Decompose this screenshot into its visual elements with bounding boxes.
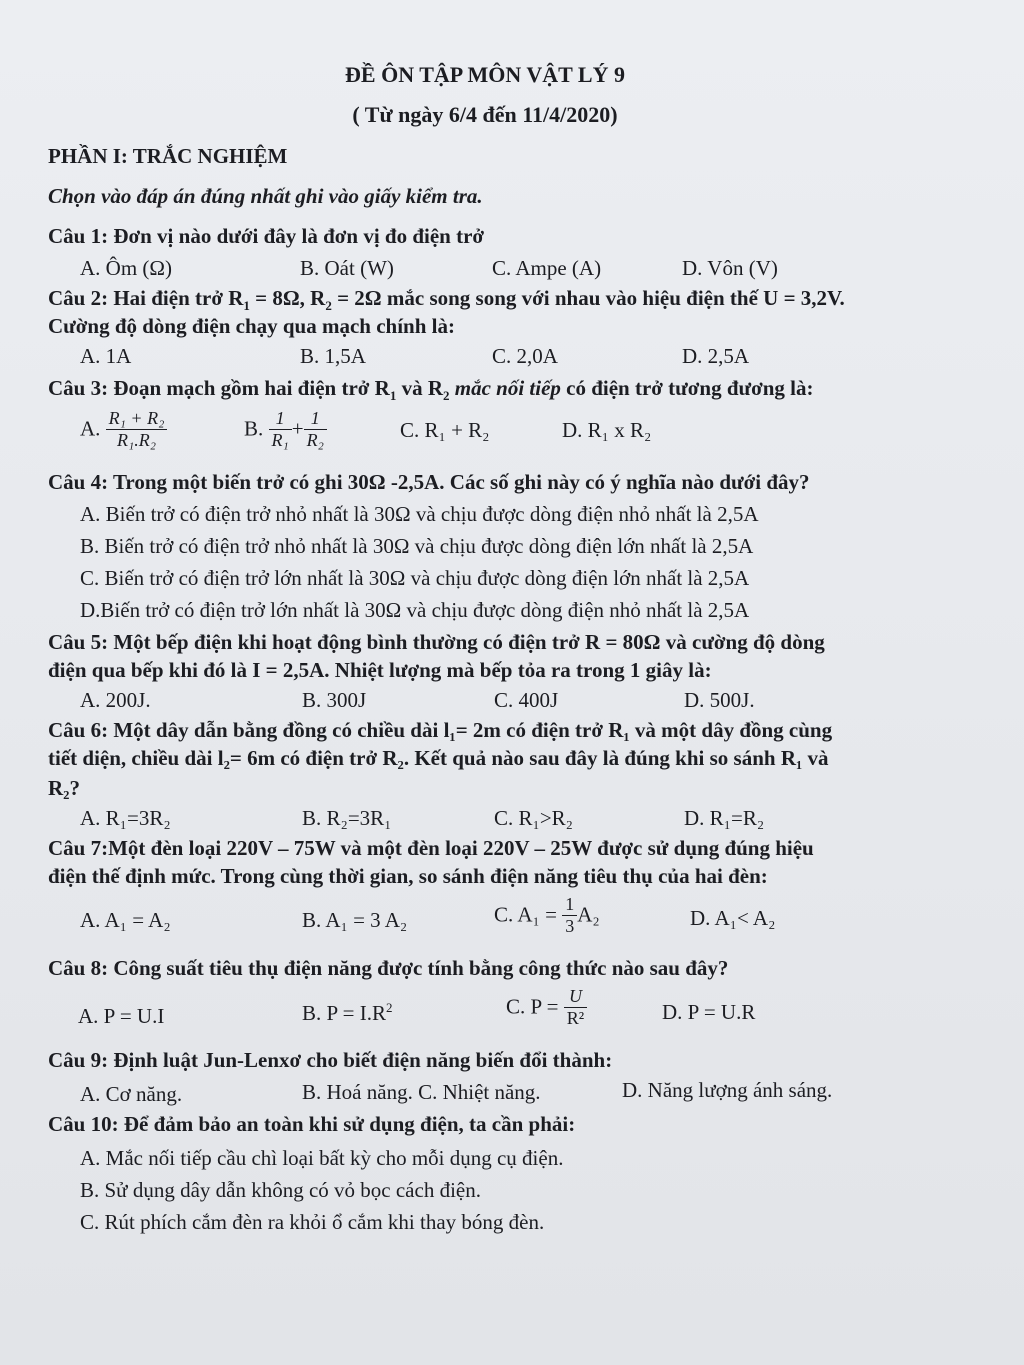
q2-option-d: D. 2,5A: [682, 344, 750, 368]
q7-c-suffix: A₂: [577, 902, 600, 927]
q8-option-d: D. P = U.R: [662, 1000, 756, 1024]
q3-a-fraction: [106, 408, 168, 450]
q10-option-b: B. Sử dụng dây dẫn không có vỏ bọc cách điện.: [80, 1178, 481, 1202]
q4-option-d: D.Biến trở có điện trở lớn nhất là 30Ω và chịu được dòng điện nhỏ nhất là 2,5A: [80, 598, 750, 622]
q7-option-a: A. A₁ = A₂: [80, 908, 171, 932]
question-2: [48, 286, 845, 314]
q7-option-b: B. A₁ = 3 A₂: [302, 908, 408, 932]
q7-c-fraction: [562, 894, 577, 936]
q3-sub-2: 2: [442, 388, 450, 404]
q3-text-pre: Câu 3: Đoạn mạch gồm hai điện trở R: [48, 376, 390, 400]
question-10: Câu 10: Để đảm bảo an toàn khi sử dụng điện, ta cần phải:: [48, 1112, 576, 1136]
q4-option-c: C. Biến trở có điện trở lớn nhất là 30Ω và chịu được dòng điện lớn nhất là 2,5A: [80, 566, 750, 590]
q5-option-d: D. 500J.: [684, 688, 755, 712]
q4-option-a: A. Biến trở có điện trở nhỏ nhất là 30Ω và chịu được dòng điện nhỏ nhất là 2,5A: [80, 502, 759, 526]
question-4: Câu 4: Trong một biến trở có ghi 30Ω -2,5A. Các số ghi này có ý nghĩa nào dưới đây?: [48, 470, 810, 494]
question-9: Câu 9: Định luật Jun-Lenxơ cho biết điện năng biến đổi thành:: [48, 1048, 613, 1072]
q3-sub-1: 1: [389, 388, 397, 404]
q8-b-superscript: 2: [386, 1000, 393, 1015]
q2-sub-2: 2: [325, 298, 332, 314]
q3-b-fraction-1: [269, 408, 292, 450]
instruction: Chọn vào đáp án đúng nhất ghi vào giấy kiểm tra.: [48, 184, 483, 208]
question-6-line-1: Câu 6: Một dây dẫn bằng đồng có chiều dài l₁= 2m có điện trở R₁ và một dây đồng cùng: [48, 718, 833, 742]
q2-option-a: A. 1A: [80, 344, 132, 368]
q8-option-c: [506, 986, 587, 1028]
question-6-line-3: R₂?: [48, 776, 80, 800]
question-6-line-2: tiết diện, chiều dài l₂= 6m có điện trở R₂. Kết quả nào sau đây là đúng khi so sánh R₁ và: [48, 746, 829, 770]
q3-text-post: có điện trở tương đương là:: [560, 376, 814, 400]
q7-option-c: [494, 894, 600, 936]
q7-c-denominator: 3: [565, 915, 575, 936]
q2-sub-1: 1: [243, 298, 250, 314]
q5-option-a: A. 200J.: [80, 688, 151, 712]
q7-option-d: D. A₁< A₂: [690, 906, 776, 930]
q3-b-den-1: R₁: [271, 429, 289, 450]
q8-c-denominator: R²: [566, 1007, 585, 1028]
q8-option-a: A. P = U.I: [78, 1004, 165, 1028]
q9-option-d: D. Năng lượng ánh sáng.: [622, 1078, 833, 1102]
page-title: ĐỀ ÔN TẬP MÔN VẬT LÝ 9: [345, 62, 625, 87]
q3-text-italic: mắc nối tiếp: [449, 376, 561, 400]
q3-b-den-2: R₂: [306, 429, 324, 450]
question-5-line-2: điện qua bếp khi đó là I = 2,5A. Nhiệt lượng mà bếp tỏa ra trong 1 giây là:: [48, 658, 712, 682]
q3-b-fraction-2: [304, 408, 327, 450]
q3-b-label: B.: [244, 416, 264, 441]
q6-option-d: D. R₁=R₂: [684, 806, 765, 830]
q2-option-b: B. 1,5A: [300, 344, 366, 368]
question-2-line-2: Cường độ dòng điện chạy qua mạch chính là:: [48, 314, 455, 338]
q1-option-a: A. Ôm (Ω): [80, 256, 173, 280]
q6-option-b: B. R₂=3R₁: [302, 806, 392, 830]
q8-c-numerator: U: [564, 986, 587, 1008]
question-7-line-2: điện thế định mức. Trong cùng thời gian, so sánh điện năng tiêu thụ của hai đèn:: [48, 864, 768, 888]
question-5-line-1: Câu 5: Một bếp điện khi hoạt động bình thường có điện trở R = 80Ω và cường độ dòng: [48, 630, 825, 654]
q1-option-d: D. Vôn (V): [682, 256, 778, 280]
q3-a-label: A.: [80, 416, 101, 441]
q2-text-post: = 2Ω mắc song song với nhau vào hiệu điện thế U = 3,2V.: [331, 286, 845, 310]
section-heading: PHẦN I: TRẮC NGHIỆM: [48, 144, 288, 168]
q2-text-mid: = 8Ω, R: [249, 286, 326, 310]
q2-option-c: C. 2,0A: [492, 344, 558, 368]
q3-option-b: [244, 408, 327, 450]
question-1: Câu 1: Đơn vị nào dưới đây là đơn vị đo điện trở: [48, 224, 485, 248]
q3-option-d: D. R₁ x R₂: [562, 418, 652, 442]
q5-option-c: C. 400J: [494, 688, 559, 712]
page-subtitle: ( Từ ngày 6/4 đến 11/4/2020): [352, 102, 618, 127]
q3-b-num-1: 1: [269, 408, 292, 430]
question-3: [48, 376, 814, 404]
question-8: Câu 8: Công suất tiêu thụ điện năng được tính bằng công thức nào sau đây?: [48, 956, 729, 980]
q3-text-mid: và R: [396, 376, 443, 400]
question-7-line-1: Câu 7:Một đèn loại 220V – 75W và một đèn loại 220V – 25W được sử dụng đúng hiệu: [48, 836, 814, 860]
q1-option-c: C. Ampe (A): [492, 256, 602, 280]
q7-c-prefix: C. A₁ =: [494, 902, 557, 927]
q3-b-num-2: 1: [304, 408, 327, 430]
q9-option-bc: B. Hoá năng. C. Nhiệt năng.: [302, 1080, 541, 1104]
q8-c-fraction: [564, 986, 587, 1028]
q9-option-a: A. Cơ năng.: [80, 1082, 183, 1106]
q5-option-b: B. 300J: [302, 688, 367, 712]
q8-b-text: B. P = I.R: [302, 1001, 386, 1025]
q3-option-a: [80, 408, 167, 450]
q6-option-a: A. R₁=3R₂: [80, 806, 171, 830]
q7-c-numerator: 1: [562, 894, 577, 916]
q10-option-a: A. Mắc nối tiếp cầu chì loại bất kỳ cho mỗi dụng cụ điện.: [80, 1146, 564, 1170]
q3-a-denominator: R₁.R₂: [116, 429, 156, 450]
q3-b-plus: +: [291, 416, 304, 441]
q8-option-b: [302, 1000, 393, 1026]
q3-a-numerator: R₁ + R₂: [106, 408, 168, 430]
q8-c-prefix: C. P =: [506, 994, 559, 1019]
q2-text-pre: Câu 2: Hai điện trở R: [48, 286, 244, 310]
q3-option-c: C. R₁ + R₂: [400, 418, 490, 442]
q10-option-c: C. Rút phích cắm đèn ra khỏi ổ cắm khi thay bóng đèn.: [80, 1210, 545, 1234]
q1-option-b: B. Oát (W): [300, 256, 394, 280]
q6-option-c: C. R₁>R₂: [494, 806, 574, 830]
q4-option-b: B. Biến trở có điện trở nhỏ nhất là 30Ω và chịu được dòng điện lớn nhất là 2,5A: [80, 534, 754, 558]
